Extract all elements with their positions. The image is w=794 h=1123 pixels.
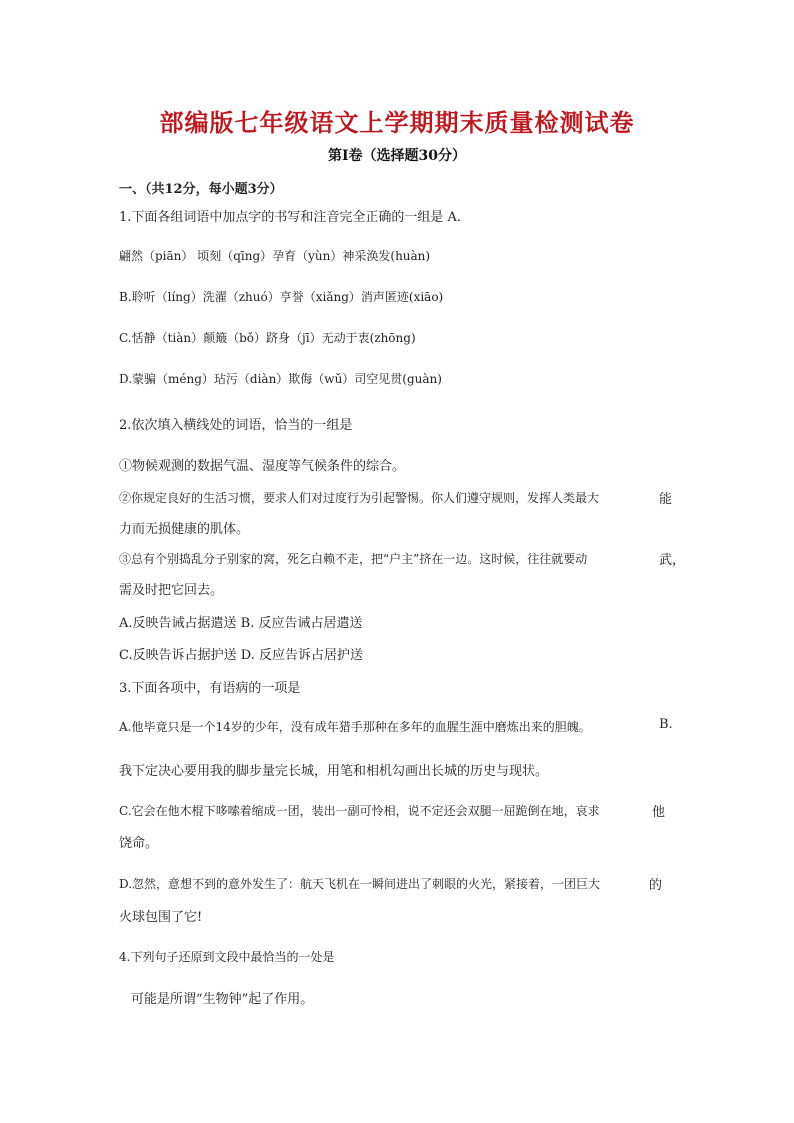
question-2-sentence-2-cont: 力而无损健康的肌体。 [119,522,250,537]
question-3-option-b-label: B. [659,717,673,732]
section-heading: 一、（共12分，每小题3分） [119,182,283,197]
question-3-option-c: C.它会在他木棍下哆嗦着缩成一团，装出一副可怜相，说不定还会双腿一屈跪倒在地，哀求 [119,804,600,818]
question-1-stem: 1.下面各组词语中加点字的书写和注音完全正确的一组是 A. [119,210,462,225]
question-3-option-c-tail: 他 [652,805,666,820]
question-2-options-cd: C.反映告诉占据护送 D. 反应告诉占居护送 [119,648,363,663]
question-1-option-a: 翩然（piān） 顷刻（qīng）孕育（yùn）神采涣发(huàn) [119,249,431,263]
page-title: 部编版七年级语文上学期期末质量检测试卷 [159,108,635,137]
question-1-option-d: D.蒙骗（méng）玷污（diàn）欺侮（wǔ）司空见贯(guàn) [119,372,442,386]
question-2-stem: 2.依次填入横线处的词语，恰当的一组是 [119,418,353,433]
question-1-option-b: B.聆听（líng）洗濯（zhuó）亨誉（xiǎng）消声匿迹(xiāo) [119,290,444,304]
question-2-sentence-3: ③总有个别捣乱分子别家的窝，死乞白赖不走，把“户主”挤在一边。这时候，往往就要动 [119,552,588,566]
question-2-sentence-3-cont: 需及时把它回去。 [119,583,224,598]
question-2-options-ab: A.反映告诫占据遣送 B. 反应告诫占居遣送 [119,616,363,631]
question-3-option-c-cont: 饶命。 [119,836,159,851]
question-3-option-d: D.忽然，意想不到的意外发生了：航天飞机在一瞬间进出了刺眼的火光，紧接着，一团巨大 [119,877,601,891]
question-3-option-d-cont: 火球包围了它! [119,910,203,925]
question-3-option-a: A.他毕竟只是一个14岁的少年，没有成年猎手那种在多年的血腥生涯中磨炼出来的胆魄。 [119,720,591,734]
section-subtitle: 第Ⅰ卷（选择题30分） [327,148,467,164]
question-3-option-b: 我下定决心要用我的脚步量完长城，用笔和相机勾画出长城的历史与现状。 [119,764,549,779]
question-2-sentence-3-tail: 武， [659,553,686,568]
question-2-sentence-2-tail: 能 [659,492,673,507]
question-3-stem: 3.下面各项中，有语病的一项是 [119,681,301,696]
question-4-stem: 4.下列句子还原到文段中最恰当的一处是 [119,950,335,964]
question-3-option-d-tail: 的 [649,878,663,893]
question-1-option-c: C.恬静（tiàn）颠簸（bǒ）跻身（jī）无动于衷(zhōng) [119,331,416,345]
question-2-sentence-2: ②你规定良好的生活习惯，要求人们对过度行为引起警惕。你人们遵守规则，发挥人类最大 [119,491,600,505]
question-2-sentence-1: ①物候观测的数据气温、湿度等气候条件的综合。 [119,459,406,474]
question-4-sentence: 可能是所谓“生物钟”起了作用。 [131,992,314,1007]
